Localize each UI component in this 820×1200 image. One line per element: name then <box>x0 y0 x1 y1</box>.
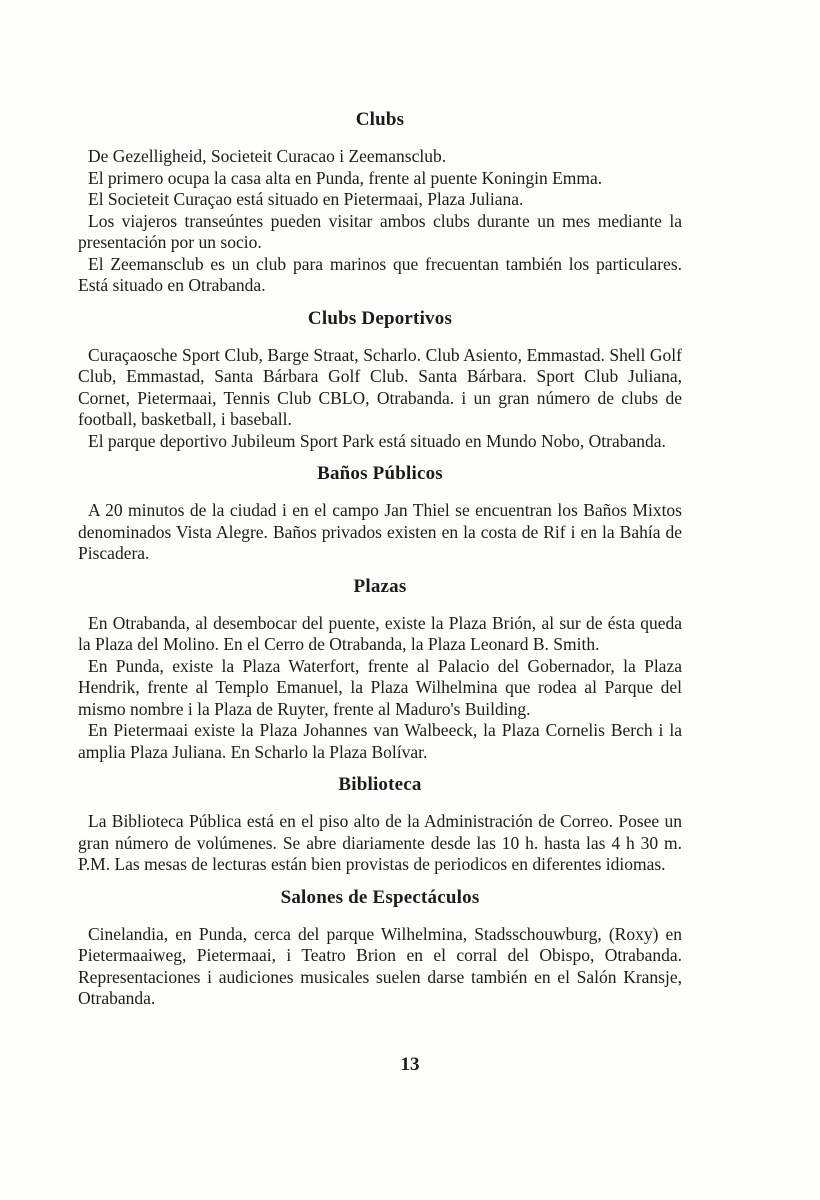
paragraph: En Pietermaai existe la Plaza Johannes van Walbeeck, la Plaza Cornelis Berch i la amplia Plaza Juliana. En Scharlo la Plaza Bolívar. <box>78 720 682 762</box>
paragraph: El primero ocupa la casa alta en Punda, frente al puente Koningin Emma. <box>88 167 603 188</box>
paragraph: A 20 minutos de la ciudad i en el campo Jan Thiel se encuentran los Baños Mixtos denominados Vista Alegre. Baños privados existen en la costa de Rif i en la Bahía de Piscadera. <box>78 500 682 563</box>
section-banos-publicos <box>78 462 682 565</box>
section-heading: Biblioteca <box>338 774 422 795</box>
paragraph: Los viajeros transeúntes pueden visitar ambos clubs durante un mes mediante la presentación por un socio. <box>78 210 682 252</box>
paragraph: En Punda, existe la Plaza Waterfort, frente al Palacio del Gobernador, la Plaza Hendrik, frente al Templo Emanuel, la Plaza Wilhelmina que rodea al Parque del mismo nombre i la Plaza de Ruyter, frente al Maduro's Building. <box>78 655 682 719</box>
section-plazas <box>78 575 682 764</box>
paragraph: El Societeit Curaçao está situado en Pietermaai, Plaza Juliana. <box>88 189 524 209</box>
paragraph: La Biblioteca Pública está en el piso alto de la Administración de Correo. Posee un gran número de volúmenes. Se abre diariamente desde las 10 h. hasta las 4 h 30 m. P.M. Las mesas de lecturas están bien provistas de periodicos en diferentes idiomas. <box>78 811 682 874</box>
section-heading: Clubs Deportivos <box>307 307 453 329</box>
paragraph: Cinelandia, en Punda, cerca del parque Wilhelmina, Stadsschouwburg, (Roxy) en Pietermaaiweg, Pietermaai, i Teatro Brion en el corral del Obispo, Otrabanda. Representaciones i audiciones musicales suelen darse también en el Salón Kransje, Otrabanda. <box>78 923 682 1008</box>
paragraph: En Otrabanda, al desembocar del puente, existe la Plaza Brión, al sur de ésta queda la Plaza del Molino. En el Cerro de Otrabanda, la Plaza Leonard B. Smith. <box>78 612 682 654</box>
section-heading: Baños Públicos <box>317 463 443 484</box>
paragraph: El Zeemansclub es un club para marinos que frecuentan también los particulares. Está situado en Otrabanda. <box>78 253 682 295</box>
page-number: 13 <box>400 1054 420 1075</box>
section-clubs-deportivos <box>78 307 682 453</box>
section-heading: Plazas <box>353 575 407 597</box>
section-heading: Clubs <box>355 109 405 130</box>
paragraph: Curaçaosche Sport Club, Barge Straat, Scharlo. Club Asiento, Emmastad. Shell Golf Club, Emmastad, Santa Bárbara Golf Club. Santa Bárbara. Sport Club Juliana, Cornet, Pietermaai, Tennis Club CBLO, Otrabanda. i un gran número de clubs de football, basketball, i baseball. <box>78 344 682 429</box>
paragraph: De Gezelligheid, Societeit Curacao i Zeemansclub. <box>88 146 447 166</box>
section-clubs <box>78 108 682 297</box>
paragraph: El parque deportivo Jubileum Sport Park está situado en Mundo Nobo, Otrabanda. <box>88 430 666 451</box>
section-biblioteca <box>78 773 682 876</box>
section-salones-de-espectaculos <box>78 886 682 1010</box>
section-heading: Salones de Espectáculos <box>280 886 480 908</box>
